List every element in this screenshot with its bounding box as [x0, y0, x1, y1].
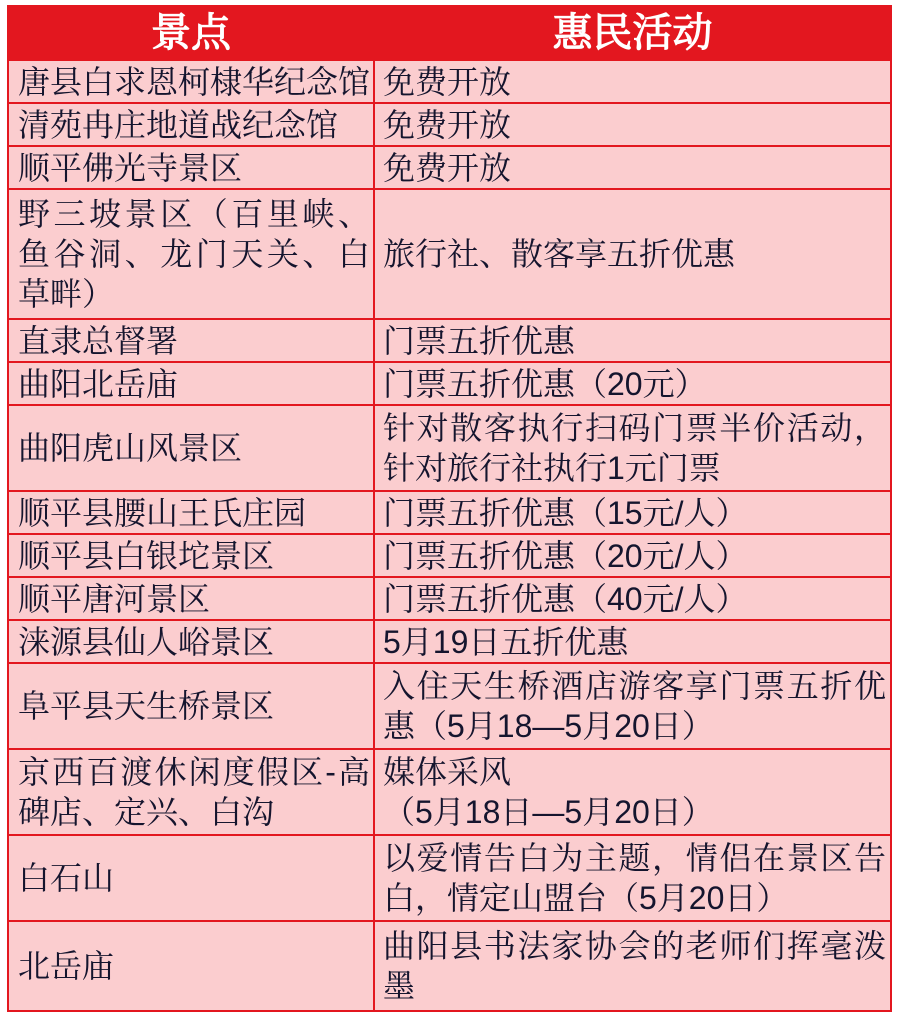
activity-text: 免费开放	[383, 149, 512, 186]
spot-text: 曲阳北岳庙	[18, 365, 179, 402]
activity-cell	[375, 190, 890, 318]
activity-text: 旅行社、散客享五折优惠	[383, 236, 736, 272]
spot-cell	[9, 406, 375, 490]
activity-cell	[375, 104, 890, 145]
spot-text: 碑店、定兴、白沟	[18, 794, 275, 830]
spot-cell	[9, 363, 375, 404]
activity-text: 针对散客执行扫码门票半价活动，	[383, 410, 886, 446]
spot-cell	[9, 61, 375, 102]
header-cell-activity	[375, 7, 890, 59]
activity-text: 白，情定山盟台（5月20日）	[383, 880, 789, 916]
activity-cell	[375, 621, 890, 662]
table-row	[9, 492, 890, 535]
activity-text: 门票五折优惠（40元/人）	[383, 580, 748, 617]
header-activity-label: 惠民活动	[552, 11, 713, 55]
activity-cell	[375, 147, 890, 188]
table-row	[9, 578, 890, 621]
table-row	[9, 664, 890, 750]
spot-text: 顺平佛光寺景区	[18, 149, 243, 186]
spot-text: 顺平唐河景区	[18, 580, 211, 617]
activity-cell	[375, 406, 890, 490]
spot-cell	[9, 664, 375, 748]
activity-cell	[375, 750, 890, 834]
activity-text: 曲阳县书法家协会的老师们挥毫泼	[383, 928, 886, 964]
table-row	[9, 363, 890, 406]
activity-text: （5月18日—5月20日）	[383, 794, 714, 830]
header-cell-spot	[9, 7, 375, 59]
spot-cell	[9, 621, 375, 662]
activity-text: 墨	[383, 968, 416, 1004]
spot-text: 清苑冉庄地道战纪念馆	[18, 106, 339, 143]
table-row	[9, 320, 890, 363]
activity-cell	[375, 320, 890, 361]
table-row	[9, 750, 890, 836]
table-row	[9, 836, 890, 922]
spot-text: 阜平县天生桥景区	[18, 688, 275, 724]
spot-cell	[9, 492, 375, 533]
spot-cell	[9, 922, 375, 1010]
spot-cell	[9, 836, 375, 920]
spot-text: 草畔）	[18, 276, 115, 312]
table-row	[9, 535, 890, 578]
activity-cell	[375, 363, 890, 404]
activity-cell	[375, 61, 890, 102]
spot-text: 北岳庙	[18, 948, 115, 984]
activity-cell	[375, 922, 890, 1010]
spot-text: 顺平县白银坨景区	[18, 537, 275, 574]
activity-text: 门票五折优惠	[383, 322, 576, 359]
table-row	[9, 621, 890, 664]
spot-text: 顺平县腰山王氏庄园	[18, 494, 307, 531]
spot-text: 京西百渡休闲度假区-高	[18, 754, 370, 790]
spot-text: 直隶总督署	[18, 322, 179, 359]
activity-text: 门票五折优惠（15元/人）	[383, 494, 748, 531]
table-header	[9, 7, 890, 61]
spot-text: 野三坡景区（百里峡、	[18, 196, 370, 232]
spot-cell	[9, 320, 375, 361]
spot-cell	[9, 104, 375, 145]
table-row	[9, 406, 890, 492]
activity-text: 5月19日五折优惠	[383, 623, 629, 660]
activity-text: 以爱情告白为主题，情侣在景区告	[383, 840, 886, 876]
activity-text: 惠（5月18—5月20日）	[383, 708, 714, 744]
activity-text: 门票五折优惠（20元）	[383, 365, 707, 402]
spot-cell	[9, 147, 375, 188]
activity-text: 入住天生桥酒店游客享门票五折优	[383, 668, 886, 704]
activity-text: 免费开放	[383, 106, 512, 143]
spot-text: 唐县白求恩柯棣华纪念馆	[18, 63, 371, 100]
spot-cell	[9, 578, 375, 619]
table-row	[9, 147, 890, 190]
spot-text: 鱼谷洞、龙门天关、白	[18, 236, 370, 272]
activity-cell	[375, 535, 890, 576]
table-row	[9, 190, 890, 320]
activity-text: 针对旅行社执行1元门票	[383, 450, 721, 486]
activity-cell	[375, 578, 890, 619]
spot-text: 涞源县仙人峪景区	[18, 623, 275, 660]
spot-cell	[9, 190, 375, 318]
spot-text: 曲阳虎山风景区	[18, 430, 243, 466]
spot-cell	[9, 535, 375, 576]
spot-text: 白石山	[18, 860, 115, 896]
activity-cell	[375, 836, 890, 920]
activity-cell	[375, 492, 890, 533]
spot-cell	[9, 750, 375, 834]
table-row	[9, 104, 890, 147]
header-spot-label: 景点	[151, 11, 231, 55]
activity-cell	[375, 664, 890, 748]
table-row	[9, 922, 890, 1010]
activity-text: 免费开放	[383, 63, 512, 100]
table-row	[9, 61, 890, 104]
activity-text: 门票五折优惠（20元/人）	[383, 537, 748, 574]
promo-table	[7, 5, 892, 1012]
activity-text: 媒体采风	[383, 754, 512, 790]
